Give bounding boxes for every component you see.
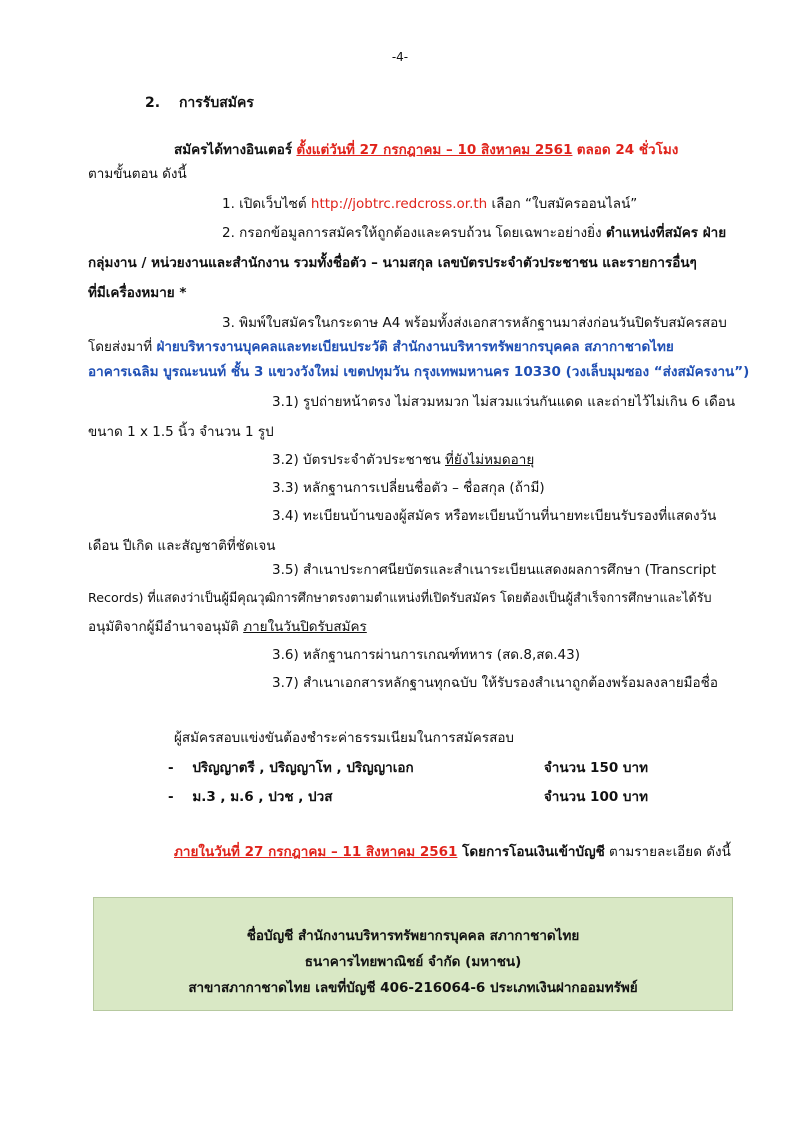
website-link[interactable]: http://jobtrc.redcross.or.th (310, 196, 488, 212)
fee-label: ม.3 , ม.6 , ปวช , ปวส (192, 789, 333, 805)
doc-3-5: 3.5) สำเนาประกาศนียบัตรและสำเนาระเบียนแสดงผลการศึกษา (Transcript (272, 562, 717, 578)
doc-3-2-underlined: ที่ยังไม่หมดอายุ (445, 452, 535, 468)
intro-lead: สมัครได้ทางอินเตอร์ (174, 142, 293, 158)
section-heading (145, 92, 254, 114)
fee-row (168, 785, 738, 807)
step-3-send-to: โดยส่งมาที่ (88, 339, 157, 355)
fee-label: ปริญญาตรี , ปริญญาโท , ปริญญาเอก (192, 760, 414, 776)
fee-amount: จำนวน 100 บาท (543, 789, 648, 805)
fee-bullet: - (168, 789, 174, 805)
account-info-box (93, 897, 733, 1011)
section-title: การรับสมัคร (178, 95, 254, 111)
step-3-address: อาคารเฉลิม บูรณะนนท์ ชั้น 3 แขวงวังใหม่ เขตปทุมวัน กรุงเทพมหานคร 10330 (วงเล็บมุมซอง “ส่งสมัครงาน”) (88, 364, 750, 380)
step-2-line-2: กลุ่มงาน / หน่วยงานและสำนักงาน รวมทั้งชื่อตัว – นามสกุล เลขบัตรประจำตัวประชาชน และรายการอื่นๆ (88, 255, 697, 271)
doc-3-4: 3.4) ทะเบียนบ้านของผู้สมัคร หรือทะเบียนบ้านที่นายทะเบียนรับรองที่แสดงวัน (272, 508, 717, 524)
step-3-line-2 (88, 335, 674, 357)
intro-continuation: ตามขั้นตอน ดังนี้ (88, 166, 187, 182)
fees-intro: ผู้สมัครสอบแข่งขันต้องชำระค่าธรรมเนียมในการสมัครสอบ (174, 730, 515, 746)
step-3-office: ฝ่ายบริหารงานบุคคลและทะเบียนประวัติ สำนักงานบริหารทรัพยากรบุคคล สภากาชาดไทย (156, 339, 674, 355)
step-2-line-1 (222, 221, 726, 243)
fee-amount: จำนวน 150 บาท (543, 760, 648, 776)
payment-method: โดยการโอนเงินเข้าบัญชี (457, 844, 605, 860)
fee-bullet: - (168, 760, 174, 776)
application-period: ตั้งแต่วันที่ 27 กรกฎาคม – 10 สิงหาคม 2561 (296, 142, 573, 158)
step-2-bold: ตำแหน่งที่สมัคร ฝ่าย (605, 225, 727, 241)
doc-3-5-cont-2 (88, 615, 367, 637)
doc-3-4-cont: เดือน ปีเกิด และสัญชาติที่ชัดเจน (88, 538, 276, 554)
doc-3-1: 3.1) รูปถ่ายหน้าตรง ไม่สวมหมวก ไม่สวมแว่นกันแดด และถ่ายไว้ไม่เกิน 6 เดือน (272, 394, 736, 410)
step-1-post: เลือก “ใบสมัครออนไลน์” (487, 196, 638, 212)
fee-row (168, 756, 738, 778)
application-hours: ตลอด 24 ชั่วโมง (576, 142, 679, 158)
doc-3-1-cont: ขนาด 1 x 1.5 นิ้ว จำนวน 1 รูป (88, 424, 274, 440)
doc-3-2-text: 3.2) บัตรประจำตัวประชาชน (272, 452, 446, 468)
account-name: ชื่อบัญชี สำนักงานบริหารทรัพยากรบุคคล สภากาชาดไทย (246, 928, 580, 944)
page-number: -4- (391, 50, 409, 64)
step-1-pre: 1. เปิดเว็บไซต์ (222, 196, 311, 212)
payment-deadline: ภายในวันที่ 27 กรกฎาคม – 11 สิงหาคม 2561 (174, 844, 458, 860)
section-number: 2. (145, 95, 161, 111)
doc-3-5-approval: อนุมัติจากผู้มีอำนาจอนุมัติ (88, 619, 244, 635)
step-1 (222, 192, 637, 214)
intro-line (174, 138, 678, 160)
bank-name: ธนาคารไทยพาณิชย์ จำกัด (มหาชน) (304, 954, 522, 970)
doc-3-3: 3.3) หลักฐานการเปลี่ยนชื่อตัว – ชื่อสกุล (ถ้ามี) (272, 480, 545, 496)
doc-3-6: 3.6) หลักฐานการผ่านการเกณฑ์ทหาร (สด.8,สด.43) (272, 647, 580, 663)
doc-3-7: 3.7) สำเนาเอกสารหลักฐานทุกฉบับ ให้รับรองสำเนาถูกต้องพร้อมลงลายมือชื่อ (272, 675, 718, 691)
doc-3-2 (272, 448, 534, 470)
doc-3-5-deadline: ภายในวันปิดรับสมัคร (243, 619, 367, 635)
step-2-line-3: ที่มีเครื่องหมาย * (88, 285, 187, 301)
step-3-line-1: 3. พิมพ์ใบสมัครในกระดาษ A4 พร้อมทั้งส่งเอกสารหลักฐานมาส่งก่อนวันปิดรับสมัครสอบ (222, 315, 727, 331)
payment-line (174, 840, 731, 862)
payment-tail: ตามรายละเอียด ดังนี้ (604, 844, 731, 860)
step-2-text: 2. กรอกข้อมูลการสมัครให้ถูกต้องและครบถ้วน โดยเฉพาะอย่างยิ่ง (222, 225, 606, 241)
account-number: สาขาสภากาชาดไทย เลขที่บัญชี 406-216064-6 ประเภทเงินฝากออมทรัพย์ (188, 980, 638, 996)
doc-3-5-cont: Records) ที่แสดงว่าเป็นผู้มีคุณวุฒิการศึกษาตรงตามตำแหน่งที่เปิดรับสมัคร โดยต้องเป็นผู้สำเร็จการศึกษาและได้รับ (88, 590, 712, 605)
